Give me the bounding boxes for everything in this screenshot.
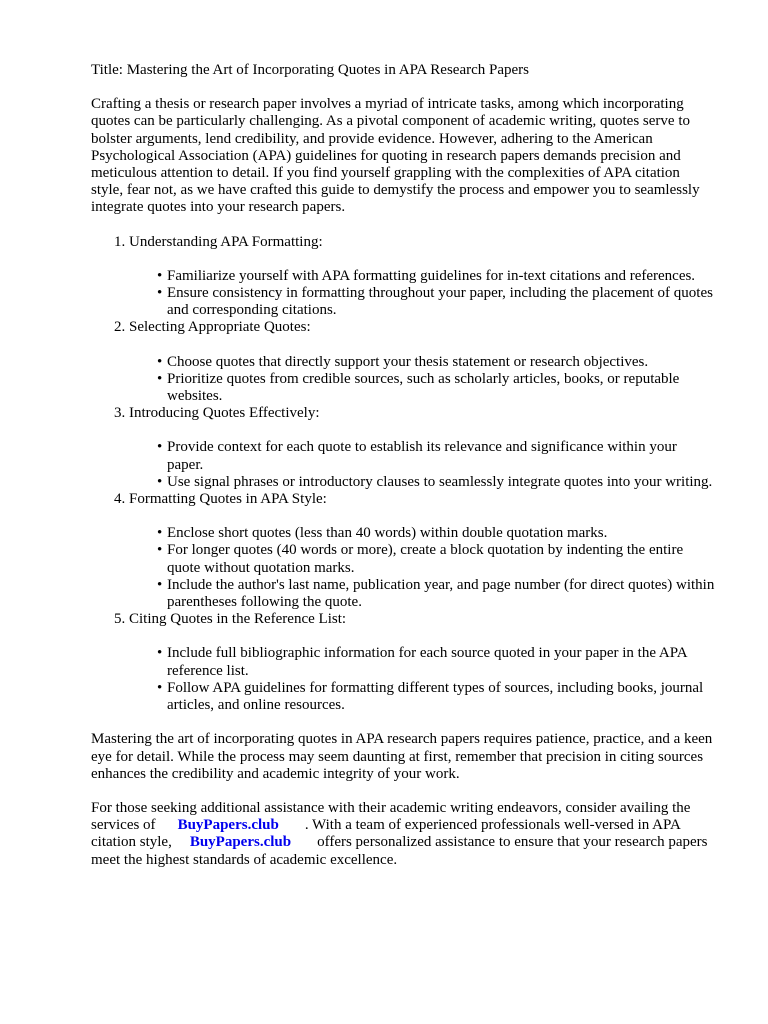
step-item (129, 611, 715, 714)
bullet-icon: • (157, 370, 163, 387)
step-item (129, 491, 715, 611)
step-item (129, 319, 715, 405)
bullet-icon: • (157, 679, 163, 696)
bullet-list (129, 439, 715, 491)
step-label: Understanding APA Formatting: (129, 233, 323, 250)
closing-text: . With a team of experienced professionals well-versed in APA citation style, (91, 817, 680, 851)
bullet-item: • Provide context for each quote to establish its relevance and significance within your paper. (157, 439, 677, 473)
bullet-icon: • (157, 473, 163, 490)
step-item (129, 405, 715, 491)
buypapers-link[interactable]: BuyPapers.club (189, 834, 292, 851)
bullet-icon: • (157, 439, 163, 456)
bullet-list (129, 525, 715, 611)
bullet-icon: • (157, 525, 163, 542)
closing-paragraph (91, 800, 715, 869)
bullet-item: • Include full bibliographic information for each source quoted in your paper in the APA reference list. (157, 645, 687, 679)
bullet-item: • Familiarize yourself with APA formatting guidelines for in-text citations and references. (157, 267, 696, 284)
bullet-item: • For longer quotes (40 words or more), create a block quotation by indenting the entire quote without quotation marks. (157, 542, 684, 576)
step-label: Formatting Quotes in APA Style: (129, 491, 327, 508)
bullet-icon: • (157, 645, 163, 662)
closing-text: offers personalized assistance to ensure that your research papers meet the highest standards of academic excellence. (91, 834, 708, 868)
bullet-icon: • (157, 576, 163, 593)
bullet-item: • Prioritize quotes from credible sources, such as scholarly articles, books, or reputable websites. (157, 370, 680, 405)
bullet-list (129, 268, 715, 320)
bullet-item: • Choose quotes that directly support your thesis statement or research objectives. (157, 353, 649, 370)
document-title: Title: Mastering the Art of Incorporating Quotes in APA Research Papers (91, 62, 530, 78)
bullet-list (129, 354, 715, 406)
bullet-icon: • (157, 542, 163, 559)
intro-paragraph: Crafting a thesis or research paper involves a myriad of intricate tasks, among which incorporating quotes can be particularly challenging. As a pivotal component of academic writing, quotes serve to bolster arguments, lend credibility, and provide evidence. However, adhering to the American Psychological Association (APA) guidelines for quoting in research papers demands precision and meticulous attention to detail. If you find yourself grappling with the complexities of APA citation style, fear not, as we have crafted this guide to demystify the process and empower you to seamlessly integrate quotes into your research papers. (91, 96, 700, 216)
closing-text: For those seeking additional assistance with their academic writing endeavors, consider availing the services of (91, 799, 691, 834)
bullet-list (129, 645, 715, 714)
bullet-item: • Include the author's last name, publication year, and page number (for direct quotes) within parentheses following the quote. (157, 576, 715, 611)
bullet-icon: • (157, 353, 163, 370)
bullet-icon: • (157, 267, 163, 284)
bullet-icon: • (157, 285, 163, 302)
steps-list (91, 234, 715, 715)
conclusion-paragraph: Mastering the art of incorporating quotes in APA research papers requires patience, practice, and a keen eye for detail. While the process may seem daunting at first, remember that precision in citing sources enhances the credibility and academic integrity of your work. (91, 731, 713, 782)
document-page (91, 62, 715, 869)
step-item (129, 234, 715, 320)
bullet-item: • Enclose short quotes (less than 40 words) within double quotation marks. (157, 525, 608, 542)
bullet-item: • Use signal phrases or introductory clauses to seamlessly integrate quotes into your writing. (157, 473, 713, 490)
bullet-item: • Ensure consistency in formatting throughout your paper, including the placement of quotes and corresponding citations. (157, 285, 713, 319)
step-label: Introducing Quotes Effectively: (129, 405, 320, 422)
buypapers-link[interactable]: BuyPapers.club (177, 817, 279, 834)
step-label: Citing Quotes in the Reference List: (129, 611, 347, 628)
bullet-item: • Follow APA guidelines for formatting different types of sources, including books, journal articles, and online resources. (157, 679, 704, 714)
step-label: Selecting Appropriate Quotes: (129, 319, 311, 336)
